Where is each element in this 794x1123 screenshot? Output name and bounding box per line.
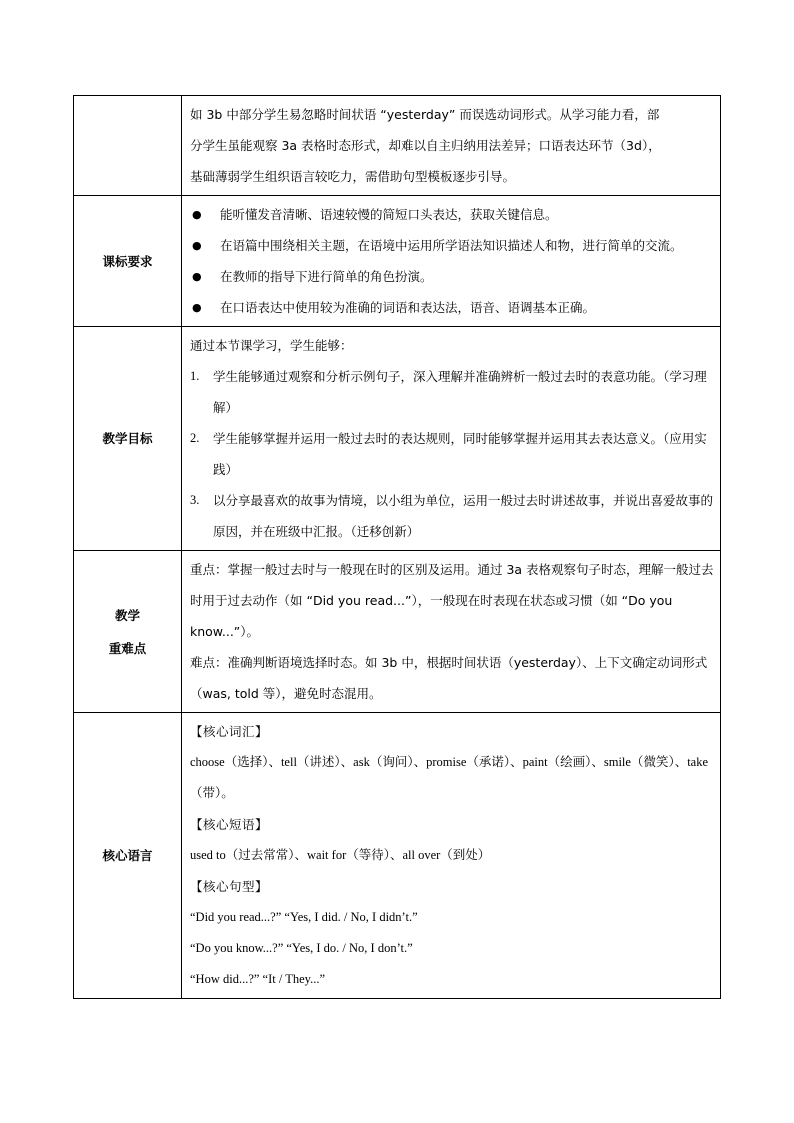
objective-number: 3. — [190, 493, 200, 507]
core-language-label: 核心语言 — [74, 713, 182, 999]
analysis-content — [182, 96, 721, 196]
objective-item — [190, 361, 714, 423]
curriculum-item — [190, 261, 714, 292]
pattern-line: “How did...?” “It / They...” — [190, 972, 326, 986]
curriculum-item — [190, 292, 714, 323]
pattern-line: “Did you read...?” “Yes, I did. / No, I didn’t.” — [190, 910, 418, 924]
curriculum-item-text: 在教师的指导下进行简单的角色扮演。 — [220, 269, 433, 284]
objectives-content — [182, 327, 721, 551]
analysis-row — [74, 96, 721, 196]
curriculum-item-text: 在口语表达中使用较为准确的词语和表达法，语音、语调基本正确。 — [220, 300, 596, 315]
key-difficulty: 难点：准确判断语境选择时态。如 3b 中，根据时间状语（yesterday）、上下文确定动词形式（was, told 等），避免时态混用。 — [190, 655, 708, 701]
objectives-row — [74, 327, 721, 551]
objectives-label: 教学目标 — [74, 327, 182, 551]
keypoints-label-line2: 重难点 — [108, 640, 147, 656]
curriculum-item — [190, 230, 714, 261]
curriculum-content — [182, 196, 721, 327]
phrase-title: 【核心短语】 — [190, 817, 269, 832]
objective-text: 以分享最喜欢的故事为情境，以小组为单位，运用一般过去时讲述故事，并说出喜爱故事的原因，并在班级中汇报。（迁移创新） — [213, 493, 714, 539]
objective-item — [190, 423, 714, 485]
objective-number: 2. — [190, 431, 200, 445]
analysis-line: 基础薄弱学生组织语言较吃力，需借助句型模板逐步引导。 — [190, 169, 516, 184]
keypoints-label — [74, 551, 182, 713]
curriculum-item-text: 能听懂发音清晰、语速较慢的简短口头表达，获取关键信息。 — [220, 207, 558, 222]
key-focus: 重点：掌握一般过去时与一般现在时的区别及运用。通过 3a 表格观察句子时态，理解一般过去时用于过去动作（如 “Did you read...”），一般现在时表现在状态或习惯（如 “Do you know...”）。 — [190, 562, 714, 639]
curriculum-label: 课标要求 — [74, 196, 182, 327]
pattern-title: 【核心句型】 — [190, 879, 269, 894]
lesson-plan-table — [73, 95, 721, 999]
keypoints-content — [182, 551, 721, 713]
curriculum-row — [74, 196, 721, 327]
bullet-icon: ● — [192, 270, 202, 283]
keypoints-row — [74, 551, 721, 713]
objective-item — [190, 485, 714, 547]
bullet-icon: ● — [192, 301, 202, 314]
bullet-icon: ● — [192, 239, 202, 252]
core-language-content — [182, 713, 721, 999]
analysis-line: 如 3b 中部分学生易忽略时间状语 “yesterday” 而误选动词形式。从学习能力看，部 — [190, 107, 660, 122]
analysis-label-cell — [74, 96, 182, 196]
vocab-title: 【核心词汇】 — [190, 724, 269, 739]
curriculum-item-text: 在语篇中围绕相关主题，在语境中运用所学语法知识描述人和物，进行简单的交流。 — [220, 238, 683, 253]
objectives-intro: 通过本节课学习，学生能够： — [190, 338, 353, 353]
curriculum-item — [190, 199, 714, 230]
bullet-icon: ● — [192, 208, 202, 221]
analysis-line: 分学生虽能观察 3a 表格时态形式，却难以自主归纳用法差异；口语表达环节（3d）， — [190, 138, 661, 153]
keypoints-label-line1: 教学 — [114, 607, 140, 623]
phrase-text: used to（过去常常）、wait for（等待）、all over（到处） — [190, 848, 491, 862]
objective-number: 1. — [190, 369, 200, 383]
vocab-text: choose（选择）、tell（讲述）、ask（询问）、promise（承诺）、paint（绘画）、smile（微笑）、take（带）。 — [190, 755, 709, 800]
objective-text: 学生能够掌握并运用一般过去时的表达规则，同时能够掌握并运用其去表达意义。（应用实践） — [213, 431, 707, 477]
pattern-line: “Do you know...?” “Yes, I do. / No, I don’t.” — [190, 941, 413, 955]
core-language-row — [74, 713, 721, 999]
objective-text: 学生能够通过观察和分析示例句子，深入理解并准确辨析一般过去时的表意功能。（学习理解） — [213, 369, 707, 415]
